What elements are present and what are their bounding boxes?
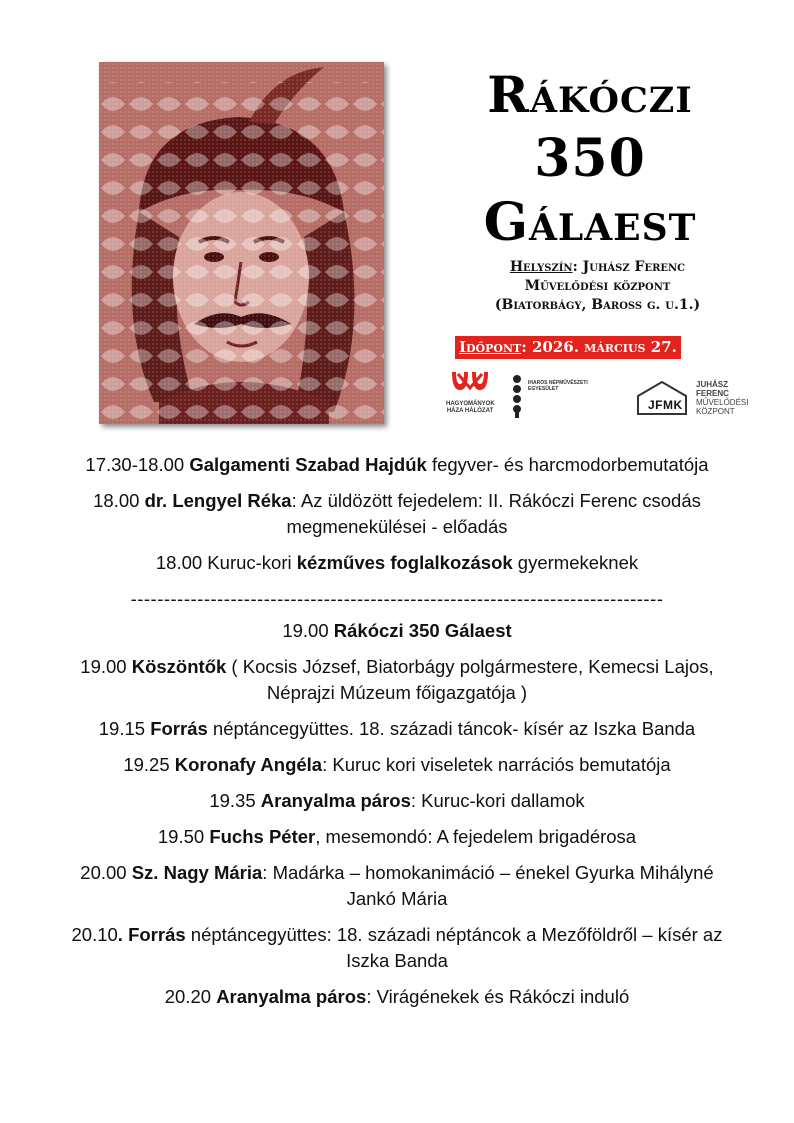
program-description: : Az üldözött fejedelem: II. Rákóczi Ferenc csodás megmenekülései - előadás	[286, 490, 701, 537]
program-divider: --------------------------------------------------------------------------------	[130, 588, 664, 609]
program-time: 20.20	[164, 986, 217, 1007]
program-performer: Fuchs Péter	[209, 826, 316, 847]
program-time: 19.15	[98, 718, 151, 739]
jfmk-logo	[636, 374, 756, 418]
jfmk-line4: KÖZPONT	[696, 407, 735, 416]
program-item	[40, 716, 754, 742]
program-item	[40, 788, 754, 814]
program-performer: Rákóczi 350 Gálaest	[333, 620, 512, 641]
jfmk-line2: FERENC	[696, 389, 729, 398]
program-performer: Sz. Nagy Mária	[131, 862, 263, 883]
program-description: : Kuruc kori viseletek narrációs bemutatója	[322, 754, 671, 775]
venue-line1	[440, 258, 755, 277]
rakoczi-portrait-image	[99, 62, 384, 424]
program-description: néptáncegyüttes: 18. századi néptáncok a Mezőföldről – kísér az Iszka Banda	[185, 924, 723, 971]
iharos-icon	[510, 374, 524, 418]
program-performer: . Forrás	[117, 924, 186, 945]
program-time: 19.00	[80, 656, 132, 677]
program-description: fegyver- és harcmodorbemutatója	[426, 454, 709, 475]
poster-title-line2: 350	[534, 128, 646, 189]
program-description: gyermekeknek	[512, 552, 639, 573]
jfmk-line3: MŰVELŐDÉSI	[696, 398, 749, 407]
program-description: , mesemondó: A fejedelem brigadérosa	[315, 826, 637, 847]
venue-line3: (Biatorbágy, Baross g. u.1.)	[494, 297, 701, 313]
program-description: : Madárka – homokanimáció – énekel Gyurka Mihályné Jankó Mária	[262, 862, 714, 909]
poster-title-line3: Gálaest	[483, 192, 697, 253]
venue-label: Helyszín	[509, 259, 573, 275]
program-item	[40, 922, 754, 974]
program-item	[40, 488, 754, 540]
program-item	[40, 550, 754, 576]
program-description: : Virágénekek és Rákóczi induló	[366, 986, 630, 1007]
program-performer: Forrás	[150, 718, 208, 739]
program-description: néptáncegyüttes. 18. századi táncok- kísér az Iszka Banda	[207, 718, 696, 739]
program-time: 18.00	[93, 490, 145, 511]
program-item	[40, 618, 754, 644]
hagyomanyok-caption: HAGYOMÁNYOK HÁZA HÁLÓZAT	[446, 401, 495, 414]
program-time: 19.25	[123, 754, 175, 775]
program-time: 20.10	[71, 924, 118, 945]
program-item	[40, 654, 754, 706]
program-time: 20.00	[80, 862, 132, 883]
program-description: : Kuruc-kori dallamok	[410, 790, 585, 811]
program-time: 19.50	[157, 826, 210, 847]
program-performer: Aranyalma páros	[260, 790, 411, 811]
program-performer: Galgamenti Szabad Hajdúk	[189, 454, 427, 475]
program-performer: dr. Lengyel Réka	[144, 490, 292, 511]
program-item	[40, 452, 754, 478]
jfmk-caption	[696, 380, 748, 416]
jfmk-short: JFMK	[648, 398, 683, 412]
program-item	[40, 860, 754, 912]
program-item	[40, 984, 754, 1010]
program-time: 19.00	[282, 620, 334, 641]
program-time: 17.30-18.00	[85, 454, 190, 475]
program-performer: Koronafy Angéla	[174, 754, 323, 775]
program-item	[40, 824, 754, 850]
event-date-badge	[455, 336, 681, 359]
program-highlight: kézműves foglalkozások	[296, 552, 513, 573]
venue-name: : Juhász Ferenc	[572, 259, 686, 275]
hagyomanyok-haza-icon	[450, 370, 490, 396]
jfmk-line1: JUHÁSZ	[696, 380, 729, 389]
date-value: : 2026. március 27.	[521, 338, 677, 356]
program-time: 19.35	[209, 790, 261, 811]
hagyomanyok-haza-logo	[446, 370, 494, 415]
program-item	[40, 752, 754, 778]
program-description: ( Kocsis József, Biatorbágy polgármestere, Kemecsi Lajos, Néprajzi Múzeum főigazgatója )	[226, 656, 714, 703]
iharos-logo	[510, 374, 600, 423]
venue-block	[440, 258, 755, 315]
poster-title-line1: Rákóczi	[487, 65, 693, 124]
program-list	[40, 452, 754, 1020]
iharos-caption: IHAROS NÉPMŰVÉSZETI EGYESÜLET	[528, 380, 588, 392]
venue-line2: Művelődési központ	[524, 278, 671, 294]
program-performer: Aranyalma páros	[216, 986, 367, 1007]
program-time: 18.00 Kuruc-kori	[155, 552, 297, 573]
program-performer: Köszöntők	[131, 656, 227, 677]
date-label: Időpont	[459, 338, 522, 356]
